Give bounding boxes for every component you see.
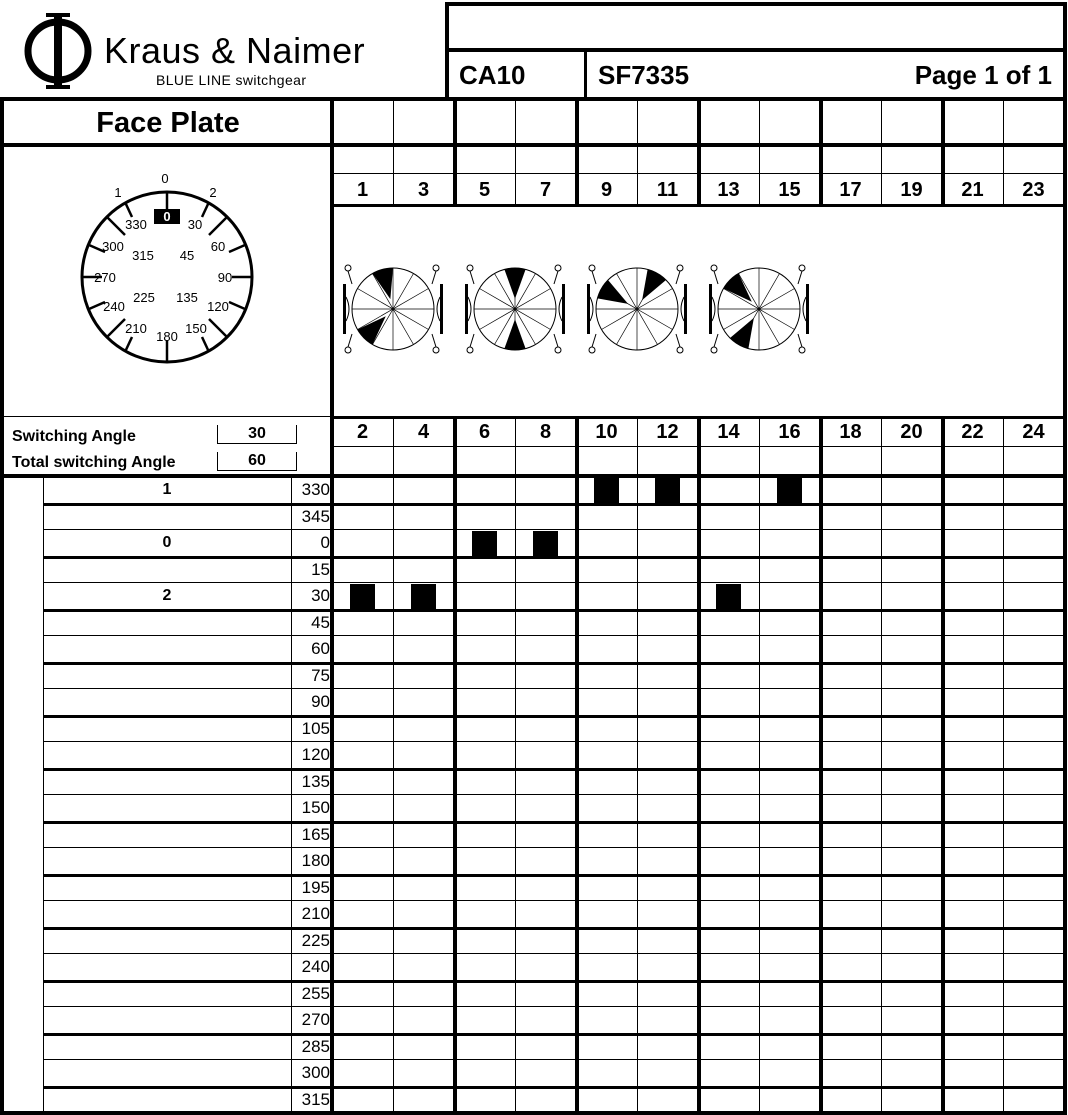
grid-line: [43, 715, 1065, 718]
grid-line: [697, 416, 701, 1115]
frame-bottom: [0, 1111, 1067, 1115]
angle-label: 45: [311, 613, 330, 632]
terminal-bottom-16: 16: [778, 420, 801, 443]
svg-text:90: 90: [217, 270, 233, 285]
svg-text:30: 30: [187, 217, 203, 232]
terminal-bottom-14: 14: [717, 420, 740, 443]
closed-contact-mark: [777, 478, 802, 503]
terminal-top-23: 23: [1022, 178, 1045, 201]
svg-text:270: 270: [94, 270, 116, 285]
terminal-bottom-10: 10: [595, 420, 618, 443]
grid-line: [43, 503, 1065, 506]
brand-subtitle: BLUE LINE switchgear: [156, 72, 307, 88]
grid-line: [43, 609, 1065, 612]
svg-text:240: 240: [103, 299, 125, 314]
terminal-top-15: 15: [778, 178, 801, 201]
angle-label: 300: [301, 1063, 330, 1082]
terminal-bottom-6: 6: [478, 420, 491, 443]
angle-label: 0: [320, 533, 330, 552]
grid-line: [43, 821, 1065, 824]
angle-label: 195: [301, 878, 330, 897]
closed-contact-mark: [350, 584, 375, 609]
program-number: SF7335: [598, 59, 690, 90]
angle-label: 255: [301, 984, 330, 1003]
header-mid: [446, 48, 1067, 52]
grid-line: [759, 416, 760, 1115]
terminal-top-3: 3: [417, 178, 430, 201]
angle-label: 315: [301, 1090, 330, 1109]
grid-line: [43, 1086, 1065, 1089]
grid-line: [43, 1059, 1065, 1060]
header-bottom: [0, 97, 1067, 101]
position-label: 1: [162, 481, 172, 498]
svg-text:210: 210: [125, 321, 147, 336]
dial-position-0: 0: [161, 171, 169, 186]
svg-text:45: 45: [179, 248, 195, 263]
angle-label: 165: [301, 825, 330, 844]
dial-position-2: 2: [209, 185, 217, 200]
angle-label: 15: [311, 560, 330, 579]
grid-line: [43, 900, 1065, 901]
terminal-bottom-22: 22: [961, 420, 984, 443]
grid-line: [43, 927, 1065, 930]
angle-label: 270: [301, 1010, 330, 1029]
terminal-bottom-2: 2: [356, 420, 369, 443]
grid-line: [43, 1033, 1065, 1036]
closed-contact-mark: [533, 531, 558, 556]
closed-contact-mark: [716, 584, 741, 609]
svg-text:300: 300: [102, 239, 124, 254]
contact-diagram-icon-1: [336, 262, 454, 362]
title-row-bottom: [0, 143, 1067, 147]
svg-text:150: 150: [185, 321, 207, 336]
terminal-bottom-12: 12: [656, 420, 679, 443]
angle-label: 240: [301, 957, 330, 976]
page-indicator: Page 1 of 1: [914, 59, 1052, 90]
dial-inner-0: 0: [163, 209, 171, 224]
series-code: CA10: [459, 59, 526, 90]
closed-contact-mark: [472, 531, 497, 556]
grid-line: [637, 416, 638, 1115]
terminal-bottom-24: 24: [1022, 420, 1045, 443]
angle-label: 180: [301, 851, 330, 870]
grid-line: [43, 794, 1065, 795]
angle-label: 330: [301, 480, 330, 499]
closed-contact-mark: [655, 478, 680, 503]
grid-line: [881, 416, 882, 1115]
terminal-top-5: 5: [478, 178, 491, 201]
angle-label: 345: [301, 507, 330, 526]
position-label: 0: [162, 534, 172, 551]
angle-label: 120: [301, 745, 330, 764]
brand-name: Kraus & Naimer: [104, 30, 366, 71]
grid-line: [43, 953, 1065, 954]
terminal-top-17: 17: [839, 178, 862, 201]
terminal-top-1: 1: [356, 178, 369, 201]
terminal-top-13: 13: [717, 178, 740, 201]
grid-line: [453, 416, 457, 1115]
position-col-divider: [43, 477, 44, 1115]
svg-text:60: 60: [210, 239, 226, 254]
angle-label: 75: [311, 666, 330, 685]
terminal-top-21: 21: [961, 178, 984, 201]
grid-line: [43, 556, 1065, 559]
grid-line: [393, 416, 394, 1115]
svg-text:315: 315: [132, 248, 154, 263]
grid-line: [0, 416, 332, 417]
phi-logo-icon: [18, 10, 98, 92]
contact-diagram-icon-4: [702, 262, 820, 362]
svg-text:330: 330: [125, 217, 147, 232]
angle-label: 135: [301, 772, 330, 791]
terminal-top-7: 7: [539, 178, 552, 201]
angle-label: 210: [301, 904, 330, 923]
grid-line: [43, 741, 1065, 742]
angle-label: 90: [311, 692, 330, 711]
grid-line: [43, 1006, 1065, 1007]
grid-line: [819, 416, 823, 1115]
grid-line: [43, 874, 1065, 877]
contact-diagram-icon-3: [580, 262, 698, 362]
grid-line: [1003, 416, 1004, 1115]
grid-line: [575, 416, 579, 1115]
closed-contact-mark: [594, 478, 619, 503]
contact-diagram-icon-2: [458, 262, 576, 362]
terminal-bottom-20: 20: [900, 420, 923, 443]
switching-angle-value: 30: [217, 425, 297, 444]
grid-line: [515, 416, 516, 1115]
face-plate-dial: [70, 165, 270, 370]
svg-text:120: 120: [207, 299, 229, 314]
angle-label: 150: [301, 798, 330, 817]
header-divider: [584, 49, 587, 99]
switching-angle-label: Switching Angle: [12, 428, 136, 445]
svg-text:225: 225: [133, 290, 155, 305]
closed-contact-mark: [411, 584, 436, 609]
total-switching-angle-value: 60: [217, 452, 297, 471]
grid-line: [43, 980, 1065, 983]
angle-label: 30: [311, 586, 330, 605]
terminal-top-19: 19: [900, 178, 923, 201]
angle-label: 60: [311, 639, 330, 658]
header-top: [446, 2, 1067, 6]
position-label: 2: [162, 587, 172, 604]
grid-line: [941, 416, 945, 1115]
terminal-top-11: 11: [656, 178, 679, 201]
terminal-bottom-4: 4: [417, 420, 430, 443]
grid-line: [43, 847, 1065, 848]
svg-text:135: 135: [176, 290, 198, 305]
angle-label: 285: [301, 1037, 330, 1056]
frame-left: [0, 97, 4, 1115]
grid-line: [43, 635, 1065, 636]
svg-text:180: 180: [156, 329, 178, 344]
face-plate-title: Face Plate: [96, 106, 240, 139]
terminal-bottom-8: 8: [539, 420, 552, 443]
total-switching-angle-label: Total switching Angle: [12, 454, 176, 471]
angle-label: 225: [301, 931, 330, 950]
terminal-bottom-18: 18: [839, 420, 862, 443]
grid-line: [43, 662, 1065, 665]
grid-line: [43, 688, 1065, 689]
angle-label: 105: [301, 719, 330, 738]
terminal-top-9: 9: [600, 178, 613, 201]
dial-position-1: 1: [114, 185, 122, 200]
grid-line: [43, 768, 1065, 771]
